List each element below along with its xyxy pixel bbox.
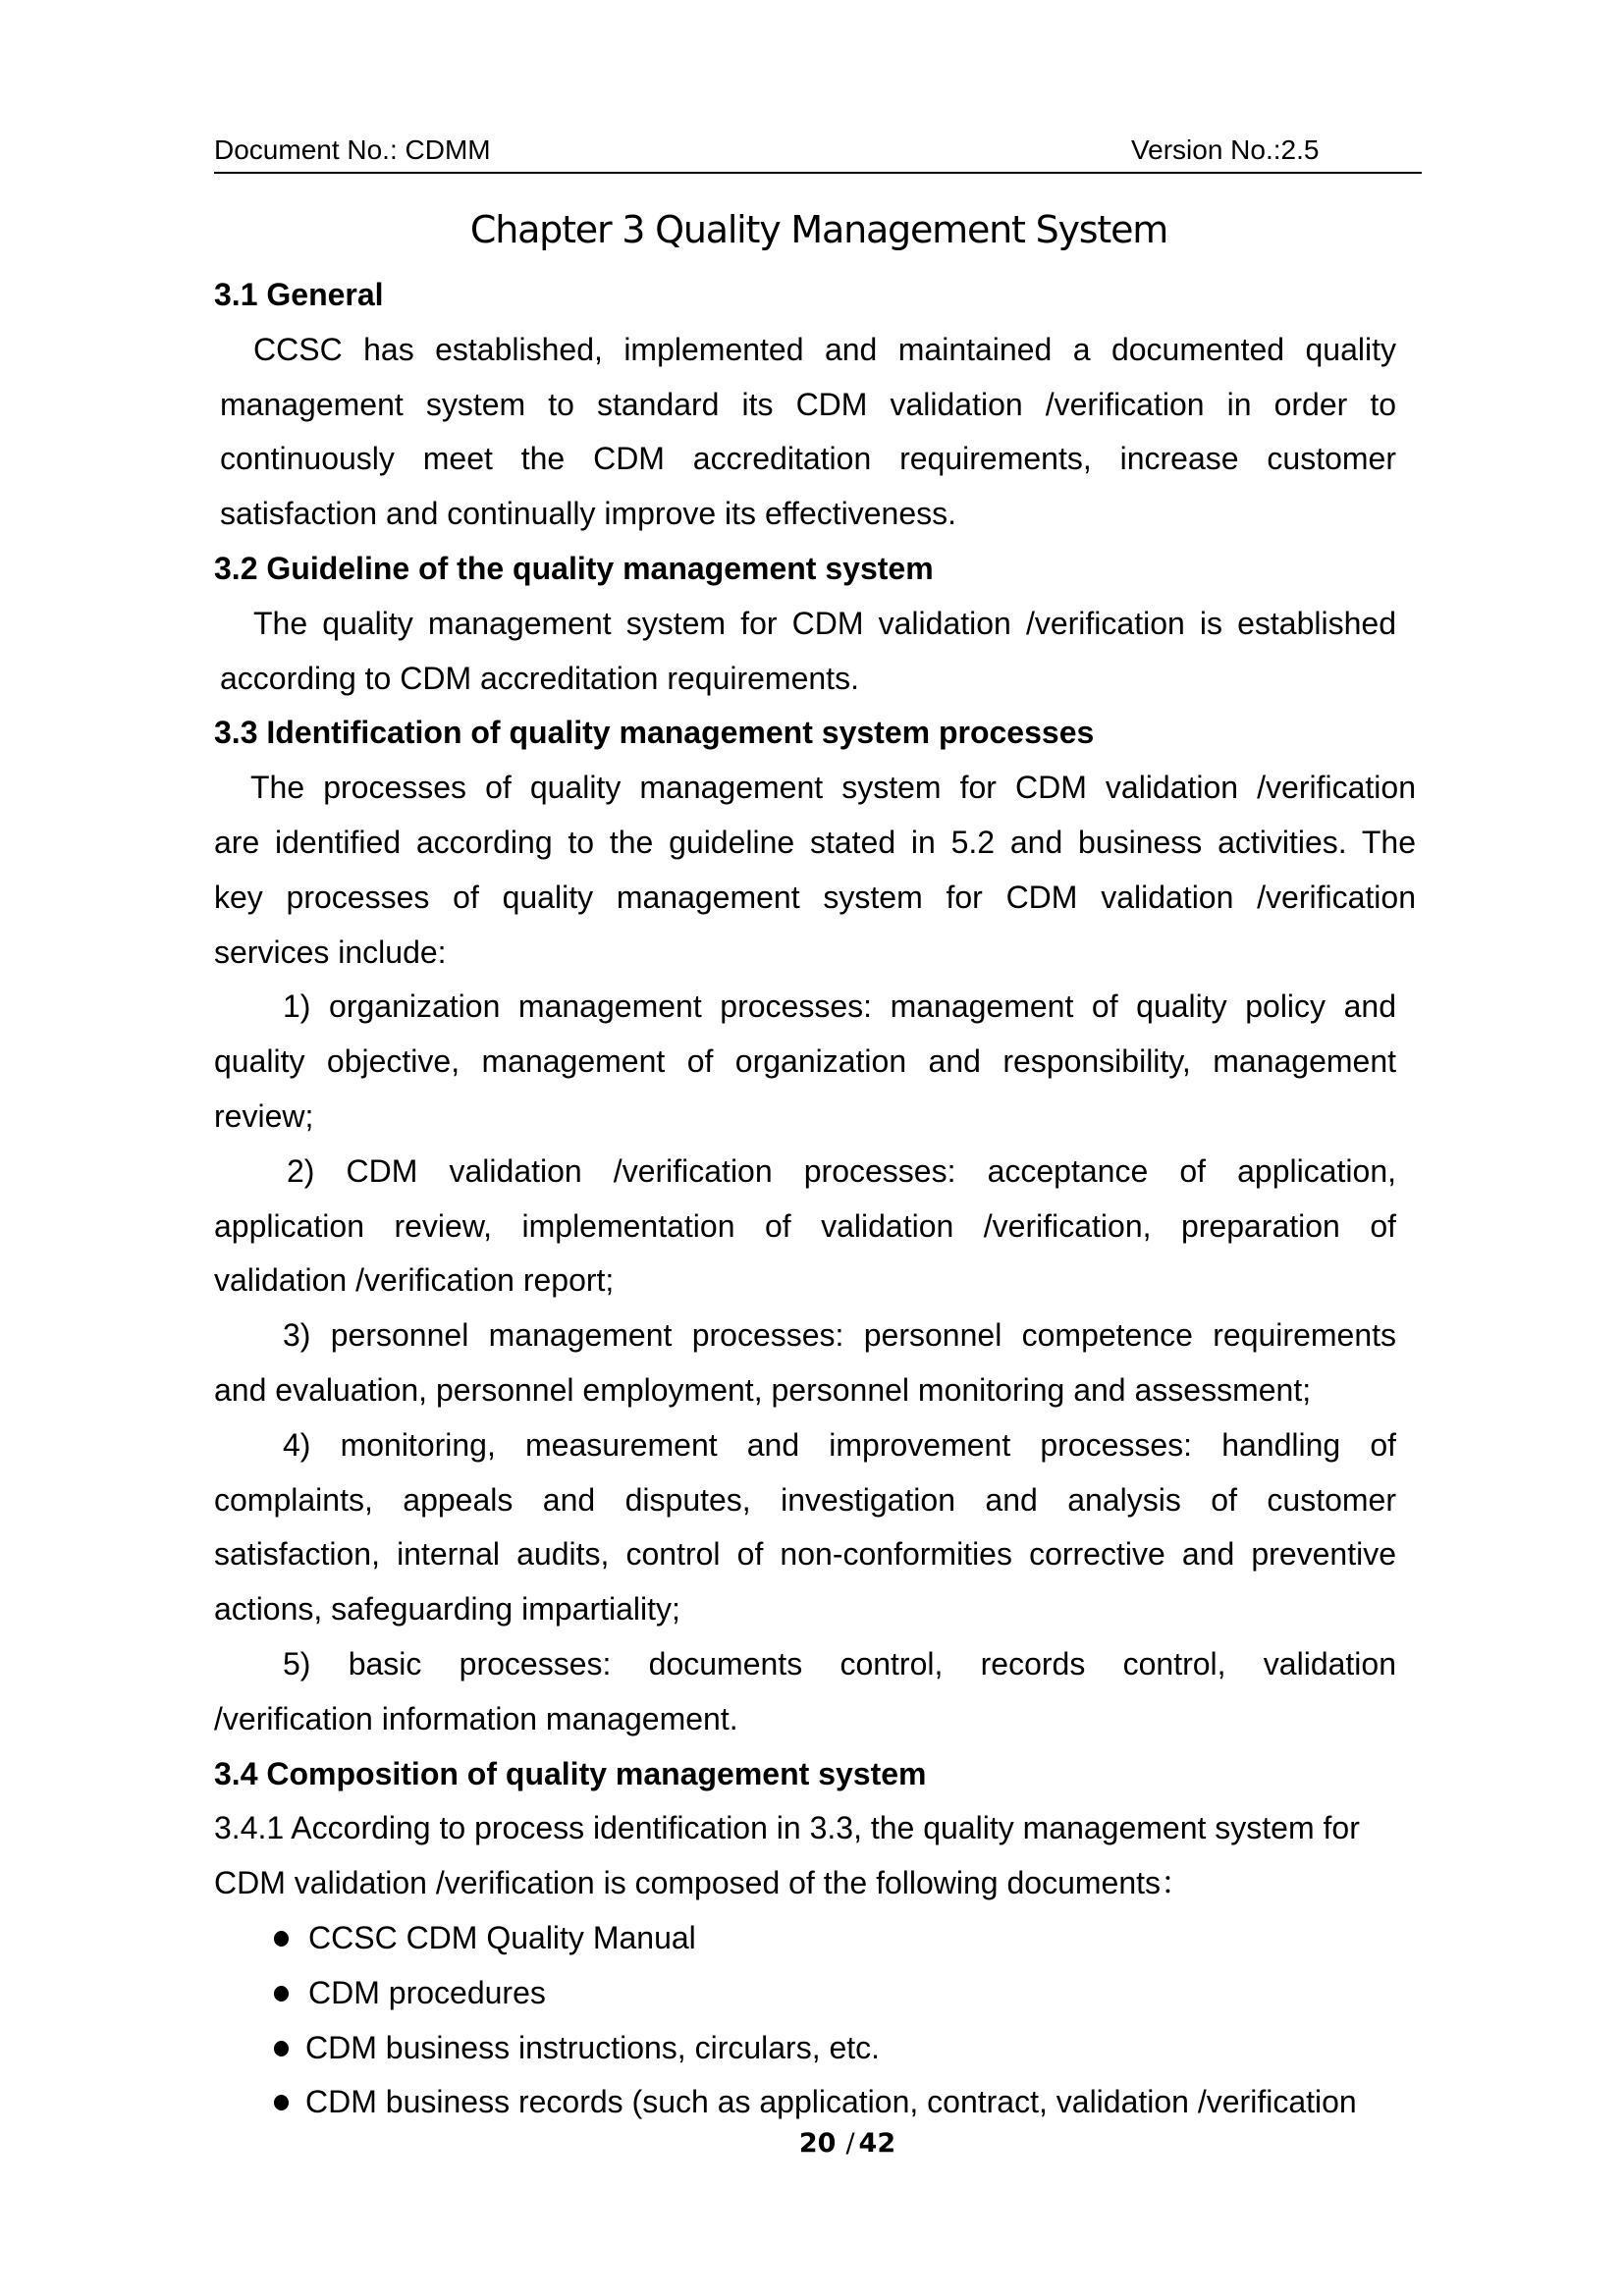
numbered-item-1: 1) organization management processes: management of quality policy and xyxy=(283,988,1396,1025)
numbered-item-4: 4) monitoring, measurement and improvement processes: handling of xyxy=(283,1426,1396,1463)
section-heading-3-1: 3.1 General xyxy=(214,277,384,312)
numbered-item-5: 5) basic processes: documents control, records control, validation xyxy=(283,1645,1396,1682)
paragraph-line: CDM validation /verification is composed of the following documents： xyxy=(214,1865,1193,1901)
numbered-item-line: validation /verification report; xyxy=(214,1262,615,1299)
numbered-item-line: review; xyxy=(214,1097,314,1134)
numbered-item-line: application review, implementation of validation /verification, preparation of xyxy=(214,1207,1396,1244)
bullet-item xyxy=(0,2075,1624,2130)
paragraph-line: key processes of quality management system for CDM validation /verification xyxy=(214,879,1416,915)
numbered-item-3: 3) personnel management processes: personnel competence requirements xyxy=(283,1317,1396,1354)
bullet-text: CCSC CDM Quality Manual xyxy=(308,1919,696,1955)
page-number xyxy=(0,2126,1624,2162)
bullet-item xyxy=(0,1911,1624,1966)
section-heading-3-2: 3.2 Guideline of the quality management system xyxy=(214,550,934,586)
numbered-item-line: and evaluation, personnel employment, personnel monitoring and assessment; xyxy=(214,1371,1312,1408)
numbered-item-line: actions, safeguarding impartiality; xyxy=(214,1591,680,1628)
bullet-icon xyxy=(274,2095,289,2110)
chapter-title: Chapter 3 Quality Management System xyxy=(469,208,1168,251)
paragraph-line: 3.4.1 According to process identification in 3.3, the quality management system for xyxy=(214,1810,1360,1846)
section-heading-3-3: 3.3 Identification of quality management system processes xyxy=(214,715,1095,751)
bullet-text: CDM business records (such as application, contract, validation /verification xyxy=(305,2084,1357,2120)
paragraph-line: are identified according to the guideline stated in 5.2 and business activities. The xyxy=(214,824,1416,860)
numbered-item-line: satisfaction, internal audits, control of non-conformities corrective and preventive xyxy=(214,1536,1396,1573)
page-separator: / xyxy=(845,2128,855,2159)
paragraph-line: The processes of quality management system for CDM validation /verification xyxy=(250,770,1416,806)
current-page: 20 xyxy=(798,2128,837,2159)
bullet-text: CDM business instructions, circulars, etc. xyxy=(305,2029,881,2065)
numbered-item-line: /verification information management. xyxy=(214,1700,738,1736)
paragraph-line: The quality management system for CDM validation /verification is established xyxy=(253,605,1396,641)
paragraph-line: management system to standard its CDM validation /verification in order to xyxy=(220,386,1396,422)
numbered-item-line: quality objective, management of organization and responsibility, management xyxy=(214,1043,1396,1080)
header-divider xyxy=(214,172,1422,174)
bullet-icon xyxy=(274,1931,289,1947)
paragraph-line: continuously meet the CDM accreditation requirements, increase customer xyxy=(220,441,1396,477)
bullet-item xyxy=(0,2021,1624,2076)
paragraph-line: according to CDM accreditation requirements. xyxy=(220,660,859,696)
header-document-number: Document No.: CDMM xyxy=(214,134,491,165)
bullet-icon xyxy=(274,1986,289,2002)
paragraph-line: CCSC has established, implemented and maintained a documented quality xyxy=(253,331,1396,367)
bullet-icon xyxy=(274,2041,289,2056)
numbered-item-line: complaints, appeals and disputes, investigation and analysis of customer xyxy=(214,1481,1396,1518)
header-version-number: Version No.:2.5 xyxy=(1131,134,1320,165)
paragraph-line: satisfaction and continually improve its effectiveness. xyxy=(220,496,957,532)
section-heading-3-4: 3.4 Composition of quality management system xyxy=(214,1755,927,1791)
document-body xyxy=(0,268,1624,2130)
total-pages: 42 xyxy=(858,2128,896,2159)
bullet-text: CDM procedures xyxy=(308,1974,546,2010)
numbered-item-2: 2) CDM validation /verification processes: acceptance of application, xyxy=(287,1152,1396,1189)
paragraph-line: services include: xyxy=(214,934,447,970)
bullet-item xyxy=(0,1966,1624,2021)
